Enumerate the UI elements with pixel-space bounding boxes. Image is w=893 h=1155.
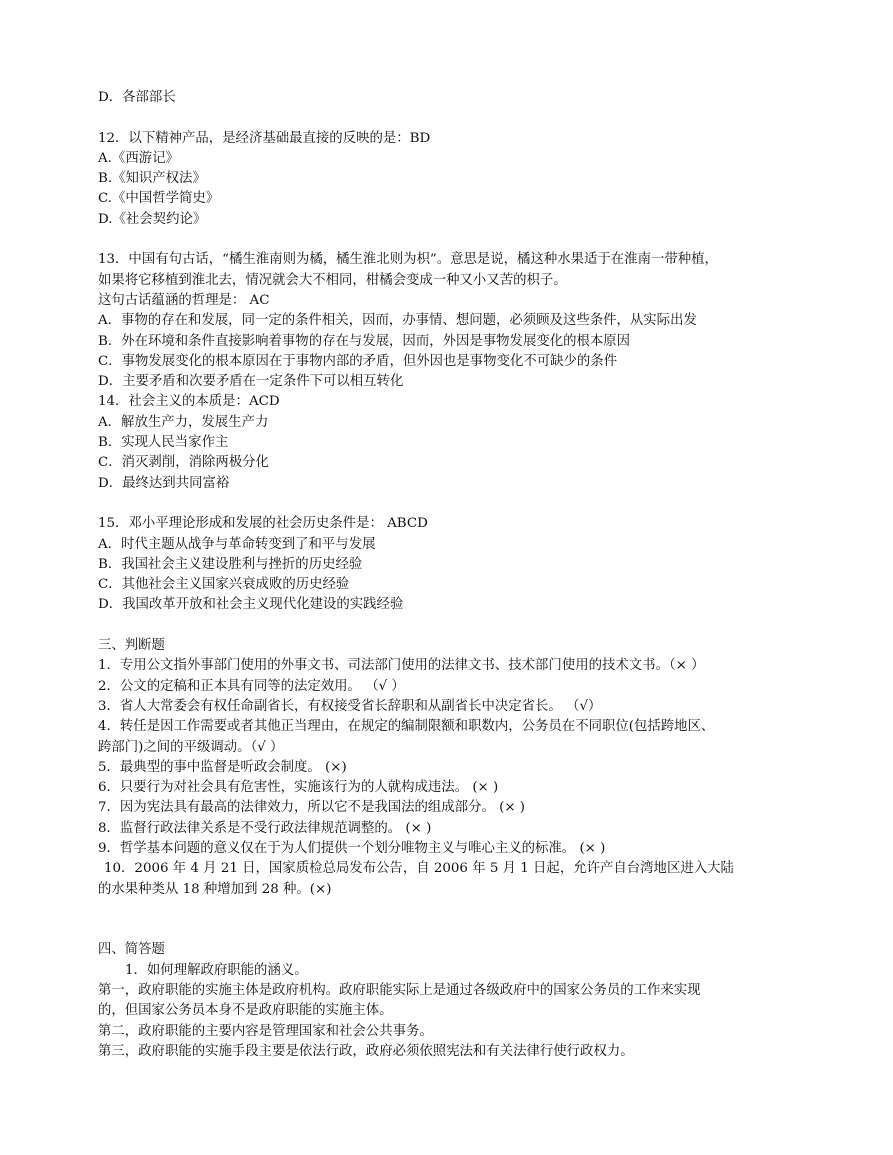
q13-stem-line2: 如果将它移植到淮北去，情况就会大不相同，柑橘会变成一种又小又苦的枳子。 <box>98 272 567 288</box>
section4-heading: 四、简答题 <box>98 942 165 958</box>
spacer <box>98 108 798 128</box>
answer-line-3: 第二，政府职能的主要内容是管理国家和社会公共事务。 <box>98 1023 433 1039</box>
judgment-item-9: 9．哲学基本问题的意义仅在于为人们提供一个划分唯物主义与唯心主义的标准。 (× ) <box>98 840 606 856</box>
judgment-item-7: 7．因为宪法具有最高的法律效力，所以它不是我国法的组成部分。 (× ) <box>98 800 526 816</box>
q13-stem-line1: 13．中国有句古话，“橘生淮南则为橘，橘生淮北则为枳”。意思是说，橘这种水果适于在淮南一带种植， <box>98 252 718 268</box>
q14-option-b: B．实现人民当家作主 <box>98 435 229 451</box>
short-answer-question-1: 1．如何理解政府职能的涵义。 <box>125 962 308 978</box>
q14-option-c: C．消灭剥削，消除两极分化 <box>98 455 269 471</box>
judgment-item-8: 8．监督行政法律关系是不受行政法律规范调整的。 (× ) <box>98 820 432 836</box>
answer-line-1: 第一，政府职能的实施主体是政府机构。政府职能实际上是通过各级政府中的国家公务员的工作来实现 <box>98 983 701 999</box>
q15-option-d: D．我国改革开放和社会主义现代化建设的实践经验 <box>98 597 404 613</box>
judgment-item-10-line2: 的水果种类从 18 种增加到 28 种。(×) <box>98 881 332 897</box>
document-page <box>98 88 798 1062</box>
q13-option-d: D．主要矛盾和次要矛盾在一定条件下可以相互转化 <box>98 374 404 390</box>
q15-option-b: B．我国社会主义建设胜利与挫折的历史经验 <box>98 556 363 572</box>
judgment-item-2: 2．公文的定稿和正本具有同等的法定效用。 （√ ） <box>98 678 405 694</box>
answer-line-4: 第三，政府职能的实施手段主要是依法行政，政府必须依照宪法和有关法律行使行政权力。 <box>98 1043 634 1059</box>
q11-option-d: D．各部部长 <box>98 90 176 105</box>
spacer <box>98 616 798 636</box>
q13-option-b: B．外在环境和条件直接影响着事物的存在与发展，因而，外因是事物发展变化的根本原因 <box>98 333 631 349</box>
spacer <box>98 230 798 250</box>
q15-option-c: C．其他社会主义国家兴衰成败的历史经验 <box>98 577 350 593</box>
q12-option-b: B.《知识产权法》 <box>98 171 206 187</box>
q13-option-a: A．事物的存在和发展，同一定的条件相关，因而，办事情、想问题，必须顾及这些条件，从实际出发 <box>98 313 697 329</box>
judgment-item-6: 6．只要行为对社会具有危害性，实施该行为的人就构成违法。 (× ) <box>98 780 499 796</box>
q13-stem-line3: 这句古话蕴涵的哲理是： AC <box>98 292 270 308</box>
q14-option-d: D．最终达到共同富裕 <box>98 475 230 491</box>
judgment-item-5: 5．最典型的事中监督是听政会制度。 (×) <box>98 759 347 775</box>
section3-heading: 三、判断题 <box>98 638 165 654</box>
q12-option-a: A.《西游记》 <box>98 150 179 166</box>
judgment-item-3: 3．省人大常委会有权任命副省长，有权接受省长辞职和从副省长中决定省长。 （√） <box>98 698 602 714</box>
q15-stem: 15．邓小平理论形成和发展的社会历史条件是： ABCD <box>98 516 428 532</box>
q12-stem: 12．以下精神产品，是经济基础最直接的反映的是：BD <box>98 130 431 146</box>
q13-option-c: C．事物发展变化的根本原因在于事物内部的矛盾，但外因也是事物变化不可缺少的条件 <box>98 353 618 369</box>
judgment-item-10-line1: 10．2006 年 4 月 21 日，国家质检总局发布公告，自 2006 年 5 月 1 日起，允许产自台湾地区进入大陆 <box>104 861 734 877</box>
judgment-item-4-line1: 4．转任是因工作需要或者其他正当理由，在规定的编制限额和职数内，公务员在不同职位(包括跨地区、 <box>98 719 715 735</box>
q12-option-d: D.《社会契约论》 <box>98 211 207 227</box>
spacer <box>98 494 798 514</box>
q14-stem: 14．社会主义的本质是：ACD <box>98 394 280 410</box>
judgment-item-4-line2: 跨部门)之间的平级调动。（√ ） <box>98 739 284 755</box>
spacer <box>98 900 798 941</box>
answer-line-2: 的，但国家公务员本身不是政府职能的实施主体。 <box>98 1003 393 1019</box>
q15-option-a: A．时代主题从战争与革命转变到了和平与发展 <box>98 536 376 552</box>
judgment-item-1: 1．专用公文指外事部门使用的外事文书、司法部门使用的法律文书、技术部门使用的技术文书。（× ） <box>98 658 705 674</box>
q14-option-a: A．解放生产力，发展生产力 <box>98 414 269 430</box>
q12-option-c: C.《中国哲学简史》 <box>98 191 220 207</box>
